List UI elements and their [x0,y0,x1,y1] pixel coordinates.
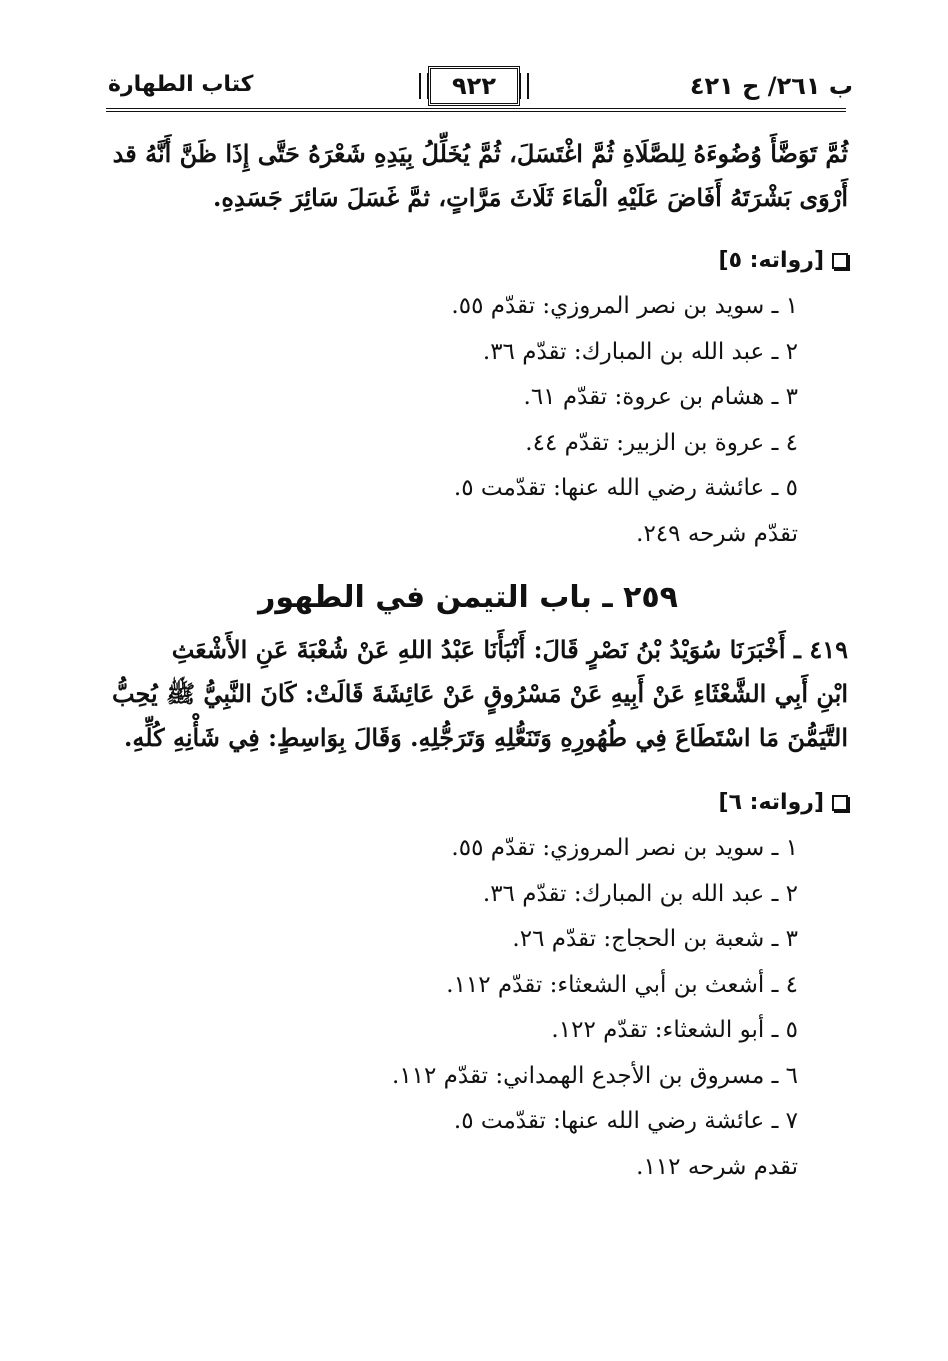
list-item: ٢ ـ عبد الله بن المبارك: تقدّم ٣٦. [482,338,798,365]
narrators-list [392,826,798,1190]
text-line: ٤١٩ ـ أَخْبَرَنَا سُوَيْدُ بْنُ نَصْرٍ قَالَ: أَنْبَأَنَا عَبْدُ اللهِ عَنْ شُعْبَةَ عَنِ الأَشْعَثِ [171,635,848,664]
page-number: ٩٢٢ [428,66,520,106]
list-item: ٣ ـ هشام بن عروة: تقدّم ٦١. [523,384,798,410]
text-line: ابْنِ أَبِي الشَّعْثَاءِ عَنْ أَبِيهِ عَنْ مَسْرُوقٍ عَنْ عَائِشَةَ قَالَتْ: كَانَ النَّبِيُّ ﷺ يُحِبُّ [111,679,848,708]
narrators-heading-label: [رواته: ٦] [718,790,824,815]
list-item: ٢ ـ عبد الله بن المبارك: تقدّم ٣٦. [482,880,798,907]
text-line: أَرْوَى بَشْرَتَهُ أَفَاضَ عَلَيْهِ الْمَاءَ ثَلَاثَ مَرَّاتٍ، ثمَّ غَسَلَ سَائِرَ جَسَدِهِ. [213,183,848,212]
list-item: تقدّم شرحه ٢٤٩. [636,520,798,547]
narrators-heading-label: [رواته: ٥] [718,248,824,273]
list-item: ٦ ـ مسروق بن الأجدع الهمداني: تقدّم ١١٢. [392,1062,798,1089]
chapter-title: ٢٥٩ ـ باب التيمن في الطهور [258,580,678,615]
list-item: ١ ـ سويد بن نصر المروزي: تقدّم ٥٥. [451,293,798,319]
narrators-heading [719,248,849,273]
list-item: ٧ ـ عائشة رضي الله عنها: تقدّمت ٥. [453,1108,798,1134]
narrators-list [451,284,798,557]
narrators-heading [719,790,849,815]
list-item: تقدم شرحه ١١٢. [636,1153,798,1180]
square-bullet-icon [832,795,848,811]
header-divider [106,108,846,112]
text-line: التَّيَمُّنَ مَا اسْتَطَاعَ فِي طُهُورِهِ وَتَنَعُّلِهِ وَتَرَجُّلِهِ. وَقَالَ بِوَاسِطٍ: فِي شَأْنِهِ كُلِّهِ. [124,723,848,752]
book-title: كتاب الطهارة [108,72,254,97]
list-item: ٥ ـ أبو الشعثاء: تقدّم ١٢٢. [551,1017,798,1043]
square-bullet-icon [832,253,848,269]
list-item: ١ ـ سويد بن نصر المروزي: تقدّم ٥٥. [451,835,798,861]
list-item: ٤ ـ عروة بن الزبير: تقدّم ٤٤. [525,429,798,456]
hadith-text-continued [103,132,848,220]
hadith-text [103,628,848,760]
list-item: ٣ ـ شعبة بن الحجاج: تقدّم ٢٦. [512,926,798,952]
list-item: ٥ ـ عائشة رضي الله عنها: تقدّمت ٥. [453,475,798,501]
list-item: ٤ ـ أشعث بن أبي الشعثاء: تقدّم ١١٢. [446,971,798,998]
chapter-hadith-reference: ب ٢٦١/ ح ٤٢١ [689,72,853,100]
text-line: ثُمَّ تَوَضَّأَ وُضُوءَهُ لِلصَّلَاةِ ثُمَّ اغْتَسَلَ، ثُمَّ يُخَلِّلُ بِيَدِهِ شَعْرَهُ حَتَّى إِذَا ظَنَّ أَنَّهُ قد [112,139,848,168]
